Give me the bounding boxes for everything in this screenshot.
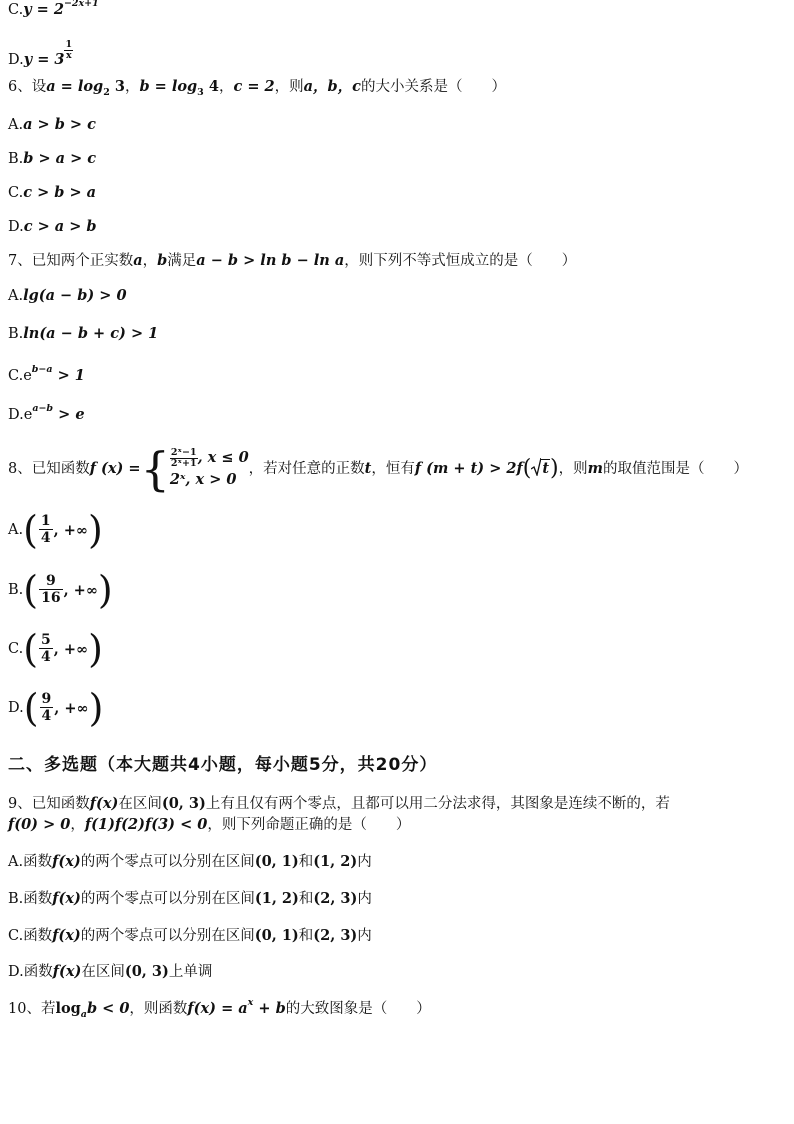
interval-tail: , +∞ [54, 699, 89, 717]
stem-text: ，则下列不等式恒成立的是（ ） [344, 253, 577, 269]
q7-stem [8, 251, 576, 271]
q6-option-d [8, 217, 97, 237]
math-exponent: b−a [31, 364, 53, 375]
option-text: 和 [298, 891, 314, 907]
option-label: B. [8, 891, 24, 907]
math-log: log [55, 1000, 81, 1017]
math-expression: + b [253, 1000, 286, 1017]
stem-text: 的大致图象是（ ） [285, 1001, 431, 1017]
stem-text: 6、设 [8, 79, 47, 95]
log-base: 2 [103, 87, 110, 98]
math-expression: a > b > c [23, 116, 96, 133]
stem-text: 上有且仅有两个零点，且都可以用二分法求得，其图象是连续不断的，若 [205, 796, 670, 812]
option-fraction [40, 691, 54, 725]
q8-option-c: C. ( $\frac{5}{4}$ , +∞ ) [8, 627, 103, 671]
math-base: e [23, 407, 33, 423]
option-label: B. [8, 151, 24, 167]
option-label: D. [8, 52, 24, 68]
q9-option-b [8, 889, 372, 909]
stem-text: 10、若 [8, 1001, 56, 1017]
piecewise-case-1 [170, 447, 249, 469]
math-interval: (1, 2) [313, 853, 358, 870]
q8-option-d: D. ( $\frac{9}{4}$ , +∞ ) [8, 686, 104, 730]
q8-option-a: A. ( $\frac{1}{4}$ , +∞ ) [8, 508, 103, 552]
fraction-denominator: 16 [41, 590, 61, 606]
option-fraction [39, 632, 53, 666]
math-inequality: b < 0 [86, 1000, 130, 1017]
option-label: D. [8, 700, 24, 716]
q6-option-a [8, 115, 96, 135]
stem-text: ，则函数 [129, 1001, 188, 1017]
stem-text: ，则 [558, 461, 588, 477]
option-text: 和 [298, 854, 314, 870]
fraction-numerator: 9 [39, 573, 62, 590]
case1-fraction [170, 448, 198, 469]
q8-stem: 8、已知函数 f (x) = { $\frac{\text{2ˣ−1}}{\text{2ˣ+1}}$ , x ≤ 0 2ˣ, x > 0 ，若对任意的正数 t ，恒有 f (m + t) > 2f ( t ) ，则 m 的取值范围是（ ） [8, 442, 748, 496]
option-text: 函数 [23, 854, 53, 870]
section-heading-multiple-choice: 二、多选题（本大题共4小题，每小题5分，共20分） [8, 755, 438, 775]
stem-text: ，恒有 [371, 461, 415, 477]
option-label: A. [8, 117, 24, 133]
interval-tail: , +∞ [53, 521, 88, 539]
option-label: D. [8, 407, 24, 423]
math-exponent: x [247, 997, 254, 1008]
math-expression: > e [53, 406, 85, 423]
sqrt-argument: t [542, 460, 550, 477]
q6-option-c [8, 183, 96, 203]
math-function: f(x) [52, 927, 81, 944]
math-interval: (0, 1) [254, 927, 299, 944]
math-t: t [364, 460, 372, 477]
math-function-name: f (x) = [89, 460, 141, 477]
math-interval: (2, 3) [313, 927, 358, 944]
option-label: C. [8, 185, 24, 201]
q6-stem [8, 77, 506, 97]
math-expression: y = 2 [23, 1, 64, 18]
log-base: 3 [197, 87, 204, 98]
math-c: c = 2 [233, 78, 275, 95]
q7-option-b [8, 324, 158, 344]
math-function: f(x) [52, 890, 81, 907]
math-expression: b > a > c [23, 150, 97, 167]
piecewise-case-2: 2ˣ, x > 0 [169, 471, 237, 488]
interval-tail: , +∞ [63, 581, 98, 599]
q9-option-d [8, 962, 212, 982]
q9-option-c [8, 926, 372, 946]
stem-text: ，则下列命题正确的是（ ） [207, 817, 411, 833]
math-expression: c > a > b [23, 218, 97, 235]
stem-text: ，若对任意的正数 [248, 461, 365, 477]
separator: ， [218, 79, 234, 95]
fraction-denominator: 4 [40, 530, 51, 546]
q9-stem-line1 [8, 794, 670, 814]
q5-option-d [8, 40, 73, 70]
option-label: B. [8, 326, 24, 342]
option-label: D. [8, 964, 24, 980]
option-label: B. [8, 582, 24, 598]
stem-text: 的大小关系是（ ） [360, 79, 506, 95]
fraction-numerator: 1 [40, 513, 51, 529]
option-text: 内 [357, 928, 372, 944]
option-text: 内 [357, 891, 372, 907]
stem-text: ，则 [274, 79, 304, 95]
fraction-numerator: 2ˣ−1 [170, 446, 197, 458]
stem-text: 满足 [167, 253, 197, 269]
math-expression: f(0) > 0 [8, 816, 71, 833]
stem-text: 的取值范围是（ ） [602, 461, 748, 477]
math-exponent: a−b [32, 403, 54, 414]
math-expression: f(1)f(2)f(3) < 0 [84, 816, 208, 833]
math-a: a [133, 252, 143, 269]
math-interval: (1, 2) [254, 890, 299, 907]
math-function: f(x) [89, 795, 119, 812]
option-label: A. [8, 522, 24, 538]
option-text: 函数 [23, 928, 53, 944]
math-expression: lg(a − b) > 0 [23, 287, 127, 304]
sqrt-expression [531, 459, 550, 479]
math-function: f(x) [52, 963, 82, 980]
stem-text: 7、已知两个正实数 [8, 253, 134, 269]
math-interval: (0, 3) [161, 795, 206, 812]
fraction-numerator: 1 [65, 39, 73, 50]
stem-text: 8、已知函数 [8, 461, 90, 477]
separator: ， [142, 253, 158, 269]
math-function: f(x) = a [187, 1000, 248, 1017]
math-b: b [157, 252, 168, 269]
math-interval: (0, 3) [124, 963, 169, 980]
option-text: 内 [357, 854, 372, 870]
q7-option-c [8, 366, 85, 386]
math-expression: ln(a − b + c) > 1 [23, 325, 159, 342]
fraction-denominator: x [65, 50, 72, 61]
q9-stem-line2 [8, 815, 410, 835]
math-base: e [23, 368, 32, 384]
separator: ， [70, 817, 85, 833]
fraction-numerator: 9 [41, 691, 52, 707]
fraction-denominator: 2ˣ+1 [170, 457, 197, 469]
fraction-denominator: 4 [41, 649, 51, 665]
math-exponent-fraction [64, 40, 73, 61]
q7-option-d [8, 405, 85, 425]
option-label: C. [8, 2, 24, 18]
q8-option-b: B. ( $\frac{9}{16}$ , +∞ ) [8, 568, 113, 612]
option-label: A. [8, 288, 24, 304]
option-text: 的两个零点可以分别在区间 [80, 891, 255, 907]
q7-option-a [8, 286, 127, 306]
option-text: 函数 [23, 964, 53, 980]
case1-condition: , x ≤ 0 [197, 449, 249, 466]
separator: ， [124, 79, 140, 95]
option-fraction [39, 573, 62, 607]
math-exponent: −2x+1 [63, 0, 99, 9]
option-label: D. [8, 219, 24, 235]
sqrt-sign-icon [531, 458, 541, 476]
option-label: A. [8, 854, 24, 870]
math-function: f(x) [52, 853, 81, 870]
math-b: b = log [139, 78, 198, 95]
math-inequality: f (m + t) > 2f [414, 460, 523, 477]
option-text: 在区间 [81, 964, 125, 980]
math-m: m [587, 460, 603, 477]
fraction-numerator: 5 [41, 632, 51, 648]
q5-option-c [8, 0, 99, 20]
math-vars: a，b，c [303, 78, 361, 95]
option-text: 的两个零点可以分别在区间 [80, 928, 255, 944]
math-expression: c > b > a [23, 184, 97, 201]
math-interval: (2, 3) [313, 890, 358, 907]
q9-option-a [8, 852, 372, 872]
option-text: 的两个零点可以分别在区间 [80, 854, 255, 870]
math-expression: y = 3 [23, 51, 65, 68]
math-inequality: a − b > ln b − ln a [196, 252, 345, 269]
stem-text: 在区间 [118, 796, 162, 812]
option-text: 函数 [23, 891, 53, 907]
log-base: a [80, 1009, 87, 1020]
option-label: C. [8, 368, 24, 384]
option-label: C. [8, 641, 24, 657]
option-text: 和 [298, 928, 314, 944]
math-a: a = log [46, 78, 104, 95]
interval-tail: , +∞ [53, 640, 89, 658]
q6-option-b [8, 149, 96, 169]
option-label: C. [8, 928, 24, 944]
log-arg: 3 [109, 78, 125, 95]
math-expression: > 1 [52, 367, 85, 384]
fraction-denominator: 4 [41, 708, 52, 724]
piecewise-cases [170, 447, 249, 491]
stem-text: 9、已知函数 [8, 796, 90, 812]
log-arg: 4 [203, 78, 219, 95]
option-fraction [39, 513, 53, 547]
option-text: 上单调 [168, 964, 213, 980]
math-interval: (0, 1) [254, 853, 299, 870]
q10-stem [8, 999, 431, 1019]
